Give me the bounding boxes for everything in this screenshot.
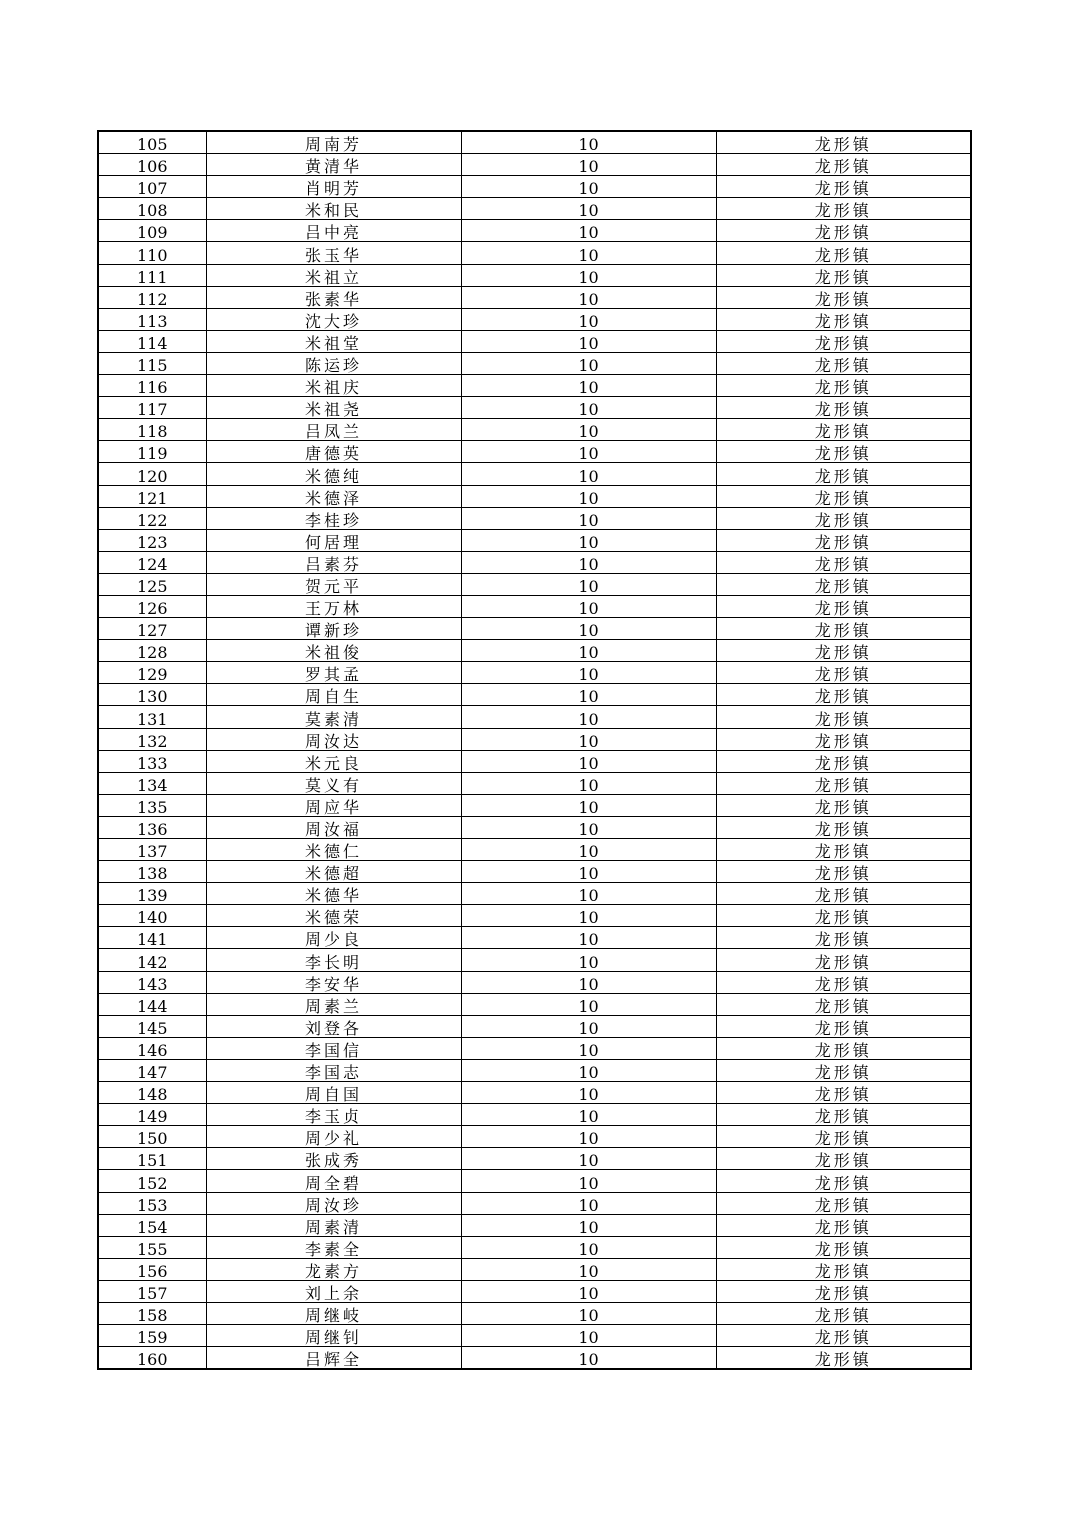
person-name-cell: 王万林 bbox=[206, 595, 461, 617]
town-cell: 龙形镇 bbox=[716, 883, 971, 905]
town-cell: 龙形镇 bbox=[716, 839, 971, 861]
amount-cell: 10 bbox=[461, 927, 716, 949]
person-name-cell: 吕辉全 bbox=[206, 1347, 461, 1370]
person-name-cell: 张素华 bbox=[206, 286, 461, 308]
table-row bbox=[98, 1170, 971, 1192]
amount-cell: 10 bbox=[461, 1214, 716, 1236]
town-cell: 龙形镇 bbox=[716, 529, 971, 551]
amount-cell: 10 bbox=[461, 1082, 716, 1104]
amount-cell: 10 bbox=[461, 441, 716, 463]
amount-cell: 10 bbox=[461, 993, 716, 1015]
town-cell: 龙形镇 bbox=[716, 794, 971, 816]
town-cell: 龙形镇 bbox=[716, 551, 971, 573]
row-number-cell: 105 bbox=[98, 131, 206, 154]
town-cell: 龙形镇 bbox=[716, 463, 971, 485]
table-row bbox=[98, 573, 971, 595]
person-name-cell: 周素兰 bbox=[206, 993, 461, 1015]
amount-cell: 10 bbox=[461, 1280, 716, 1302]
row-number-cell: 130 bbox=[98, 684, 206, 706]
person-name-cell: 吕中亮 bbox=[206, 220, 461, 242]
town-cell: 龙形镇 bbox=[716, 1015, 971, 1037]
town-cell: 龙形镇 bbox=[716, 728, 971, 750]
table-row bbox=[98, 905, 971, 927]
amount-cell: 10 bbox=[461, 1302, 716, 1324]
town-cell: 龙形镇 bbox=[716, 861, 971, 883]
row-number-cell: 124 bbox=[98, 551, 206, 573]
table-row bbox=[98, 728, 971, 750]
table-row bbox=[98, 154, 971, 176]
table-row bbox=[98, 1148, 971, 1170]
town-cell: 龙形镇 bbox=[716, 949, 971, 971]
person-name-cell: 何居理 bbox=[206, 529, 461, 551]
person-name-cell: 李素全 bbox=[206, 1236, 461, 1258]
amount-cell: 10 bbox=[461, 949, 716, 971]
town-cell: 龙形镇 bbox=[716, 750, 971, 772]
table-row bbox=[98, 706, 971, 728]
row-number-cell: 150 bbox=[98, 1126, 206, 1148]
town-cell: 龙形镇 bbox=[716, 375, 971, 397]
row-number-cell: 152 bbox=[98, 1170, 206, 1192]
amount-cell: 10 bbox=[461, 861, 716, 883]
amount-cell: 10 bbox=[461, 176, 716, 198]
town-cell: 龙形镇 bbox=[716, 441, 971, 463]
town-cell: 龙形镇 bbox=[716, 993, 971, 1015]
person-name-cell: 周应华 bbox=[206, 794, 461, 816]
row-number-cell: 159 bbox=[98, 1325, 206, 1347]
table-row bbox=[98, 949, 971, 971]
town-cell: 龙形镇 bbox=[716, 198, 971, 220]
row-number-cell: 139 bbox=[98, 883, 206, 905]
row-number-cell: 119 bbox=[98, 441, 206, 463]
table-row bbox=[98, 551, 971, 573]
amount-cell: 10 bbox=[461, 1126, 716, 1148]
amount-cell: 10 bbox=[461, 618, 716, 640]
town-cell: 龙形镇 bbox=[716, 1280, 971, 1302]
amount-cell: 10 bbox=[461, 529, 716, 551]
amount-cell: 10 bbox=[461, 375, 716, 397]
amount-cell: 10 bbox=[461, 750, 716, 772]
table-row bbox=[98, 1325, 971, 1347]
town-cell: 龙形镇 bbox=[716, 242, 971, 264]
amount-cell: 10 bbox=[461, 662, 716, 684]
row-number-cell: 125 bbox=[98, 573, 206, 595]
amount-cell: 10 bbox=[461, 839, 716, 861]
town-cell: 龙形镇 bbox=[716, 1082, 971, 1104]
town-cell: 龙形镇 bbox=[716, 816, 971, 838]
row-number-cell: 121 bbox=[98, 485, 206, 507]
town-cell: 龙形镇 bbox=[716, 1148, 971, 1170]
table-row bbox=[98, 1192, 971, 1214]
town-cell: 龙形镇 bbox=[716, 397, 971, 419]
person-name-cell: 米祖堂 bbox=[206, 330, 461, 352]
amount-cell: 10 bbox=[461, 794, 716, 816]
table-row bbox=[98, 441, 971, 463]
town-cell: 龙形镇 bbox=[716, 971, 971, 993]
table-row bbox=[98, 1104, 971, 1126]
row-number-cell: 146 bbox=[98, 1037, 206, 1059]
person-name-cell: 唐德英 bbox=[206, 441, 461, 463]
table-row bbox=[98, 131, 971, 154]
town-cell: 龙形镇 bbox=[716, 220, 971, 242]
town-cell: 龙形镇 bbox=[716, 618, 971, 640]
amount-cell: 10 bbox=[461, 330, 716, 352]
amount-cell: 10 bbox=[461, 1236, 716, 1258]
town-cell: 龙形镇 bbox=[716, 706, 971, 728]
person-name-cell: 米德华 bbox=[206, 883, 461, 905]
person-name-cell: 李国信 bbox=[206, 1037, 461, 1059]
town-cell: 龙形镇 bbox=[716, 662, 971, 684]
row-number-cell: 147 bbox=[98, 1059, 206, 1081]
amount-cell: 10 bbox=[461, 1148, 716, 1170]
town-cell: 龙形镇 bbox=[716, 1236, 971, 1258]
person-name-cell: 李国志 bbox=[206, 1059, 461, 1081]
person-name-cell: 米德纯 bbox=[206, 463, 461, 485]
row-number-cell: 114 bbox=[98, 330, 206, 352]
row-number-cell: 158 bbox=[98, 1302, 206, 1324]
amount-cell: 10 bbox=[461, 706, 716, 728]
person-name-cell: 米祖庆 bbox=[206, 375, 461, 397]
person-name-cell: 李玉贞 bbox=[206, 1104, 461, 1126]
amount-cell: 10 bbox=[461, 507, 716, 529]
row-number-cell: 115 bbox=[98, 352, 206, 374]
amount-cell: 10 bbox=[461, 308, 716, 330]
person-name-cell: 米和民 bbox=[206, 198, 461, 220]
person-name-cell: 周继岐 bbox=[206, 1302, 461, 1324]
row-number-cell: 106 bbox=[98, 154, 206, 176]
person-name-cell: 米德荣 bbox=[206, 905, 461, 927]
row-number-cell: 149 bbox=[98, 1104, 206, 1126]
town-cell: 龙形镇 bbox=[716, 772, 971, 794]
table-row bbox=[98, 794, 971, 816]
table-row bbox=[98, 242, 971, 264]
table-row bbox=[98, 971, 971, 993]
table-body bbox=[98, 131, 971, 1369]
table-row bbox=[98, 485, 971, 507]
row-number-cell: 131 bbox=[98, 706, 206, 728]
amount-cell: 10 bbox=[461, 352, 716, 374]
person-name-cell: 米元良 bbox=[206, 750, 461, 772]
row-number-cell: 116 bbox=[98, 375, 206, 397]
table-row bbox=[98, 507, 971, 529]
person-name-cell: 周汝珍 bbox=[206, 1192, 461, 1214]
person-name-cell: 周南芳 bbox=[206, 131, 461, 154]
amount-cell: 10 bbox=[461, 971, 716, 993]
amount-cell: 10 bbox=[461, 1059, 716, 1081]
row-number-cell: 140 bbox=[98, 905, 206, 927]
row-number-cell: 127 bbox=[98, 618, 206, 640]
row-number-cell: 122 bbox=[98, 507, 206, 529]
amount-cell: 10 bbox=[461, 154, 716, 176]
amount-cell: 10 bbox=[461, 131, 716, 154]
person-name-cell: 周汝福 bbox=[206, 816, 461, 838]
row-number-cell: 155 bbox=[98, 1236, 206, 1258]
person-name-cell: 李长明 bbox=[206, 949, 461, 971]
person-name-cell: 周汝达 bbox=[206, 728, 461, 750]
table-row bbox=[98, 618, 971, 640]
town-cell: 龙形镇 bbox=[716, 927, 971, 949]
row-number-cell: 111 bbox=[98, 264, 206, 286]
table-row bbox=[98, 1059, 971, 1081]
table-row bbox=[98, 529, 971, 551]
table-row bbox=[98, 750, 971, 772]
table-row bbox=[98, 220, 971, 242]
row-number-cell: 142 bbox=[98, 949, 206, 971]
person-name-cell: 刘登各 bbox=[206, 1015, 461, 1037]
table-row bbox=[98, 640, 971, 662]
amount-cell: 10 bbox=[461, 1325, 716, 1347]
town-cell: 龙形镇 bbox=[716, 507, 971, 529]
table-row bbox=[98, 308, 971, 330]
person-name-cell: 黄清华 bbox=[206, 154, 461, 176]
town-cell: 龙形镇 bbox=[716, 1192, 971, 1214]
town-cell: 龙形镇 bbox=[716, 154, 971, 176]
town-cell: 龙形镇 bbox=[716, 330, 971, 352]
row-number-cell: 132 bbox=[98, 728, 206, 750]
town-cell: 龙形镇 bbox=[716, 905, 971, 927]
town-cell: 龙形镇 bbox=[716, 1302, 971, 1324]
table-row bbox=[98, 352, 971, 374]
person-name-cell: 周自生 bbox=[206, 684, 461, 706]
table-row bbox=[98, 595, 971, 617]
row-number-cell: 138 bbox=[98, 861, 206, 883]
amount-cell: 10 bbox=[461, 905, 716, 927]
table-row bbox=[98, 1280, 971, 1302]
table-row bbox=[98, 1126, 971, 1148]
row-number-cell: 112 bbox=[98, 286, 206, 308]
amount-cell: 10 bbox=[461, 595, 716, 617]
person-name-cell: 李桂珍 bbox=[206, 507, 461, 529]
town-cell: 龙形镇 bbox=[716, 684, 971, 706]
town-cell: 龙形镇 bbox=[716, 264, 971, 286]
town-cell: 龙形镇 bbox=[716, 419, 971, 441]
town-cell: 龙形镇 bbox=[716, 1347, 971, 1370]
amount-cell: 10 bbox=[461, 198, 716, 220]
table-row bbox=[98, 993, 971, 1015]
person-name-cell: 米祖俊 bbox=[206, 640, 461, 662]
table-row bbox=[98, 1236, 971, 1258]
amount-cell: 10 bbox=[461, 883, 716, 905]
amount-cell: 10 bbox=[461, 242, 716, 264]
town-cell: 龙形镇 bbox=[716, 131, 971, 154]
town-cell: 龙形镇 bbox=[716, 1325, 971, 1347]
row-number-cell: 118 bbox=[98, 419, 206, 441]
town-cell: 龙形镇 bbox=[716, 1059, 971, 1081]
row-number-cell: 153 bbox=[98, 1192, 206, 1214]
table-row bbox=[98, 861, 971, 883]
amount-cell: 10 bbox=[461, 286, 716, 308]
row-number-cell: 108 bbox=[98, 198, 206, 220]
table-row bbox=[98, 419, 971, 441]
row-number-cell: 157 bbox=[98, 1280, 206, 1302]
amount-cell: 10 bbox=[461, 1192, 716, 1214]
table-row bbox=[98, 662, 971, 684]
amount-cell: 10 bbox=[461, 264, 716, 286]
amount-cell: 10 bbox=[461, 640, 716, 662]
person-name-cell: 张玉华 bbox=[206, 242, 461, 264]
row-number-cell: 136 bbox=[98, 816, 206, 838]
amount-cell: 10 bbox=[461, 772, 716, 794]
person-name-cell: 周继钊 bbox=[206, 1325, 461, 1347]
town-cell: 龙形镇 bbox=[716, 595, 971, 617]
person-name-cell: 米德泽 bbox=[206, 485, 461, 507]
amount-cell: 10 bbox=[461, 573, 716, 595]
person-name-cell: 陈运珍 bbox=[206, 352, 461, 374]
row-number-cell: 109 bbox=[98, 220, 206, 242]
town-cell: 龙形镇 bbox=[716, 485, 971, 507]
row-number-cell: 133 bbox=[98, 750, 206, 772]
table-row bbox=[98, 883, 971, 905]
town-cell: 龙形镇 bbox=[716, 1126, 971, 1148]
row-number-cell: 160 bbox=[98, 1347, 206, 1370]
person-name-cell: 周少礼 bbox=[206, 1126, 461, 1148]
amount-cell: 10 bbox=[461, 419, 716, 441]
table-row bbox=[98, 1082, 971, 1104]
person-name-cell: 刘上余 bbox=[206, 1280, 461, 1302]
person-name-cell: 米祖尧 bbox=[206, 397, 461, 419]
table-row bbox=[98, 397, 971, 419]
amount-cell: 10 bbox=[461, 1104, 716, 1126]
town-cell: 龙形镇 bbox=[716, 1214, 971, 1236]
town-cell: 龙形镇 bbox=[716, 352, 971, 374]
amount-cell: 10 bbox=[461, 816, 716, 838]
amount-cell: 10 bbox=[461, 551, 716, 573]
amount-cell: 10 bbox=[461, 1258, 716, 1280]
amount-cell: 10 bbox=[461, 728, 716, 750]
row-number-cell: 134 bbox=[98, 772, 206, 794]
row-number-cell: 107 bbox=[98, 176, 206, 198]
row-number-cell: 144 bbox=[98, 993, 206, 1015]
row-number-cell: 137 bbox=[98, 839, 206, 861]
person-name-cell: 米德超 bbox=[206, 861, 461, 883]
table-row bbox=[98, 463, 971, 485]
table-row bbox=[98, 1015, 971, 1037]
town-cell: 龙形镇 bbox=[716, 1258, 971, 1280]
amount-cell: 10 bbox=[461, 1347, 716, 1370]
table-row bbox=[98, 927, 971, 949]
person-name-cell: 罗其孟 bbox=[206, 662, 461, 684]
person-name-cell: 周少良 bbox=[206, 927, 461, 949]
table-row bbox=[98, 176, 971, 198]
amount-cell: 10 bbox=[461, 220, 716, 242]
row-number-cell: 156 bbox=[98, 1258, 206, 1280]
person-name-cell: 龙素方 bbox=[206, 1258, 461, 1280]
table-row bbox=[98, 286, 971, 308]
town-cell: 龙形镇 bbox=[716, 308, 971, 330]
row-number-cell: 110 bbox=[98, 242, 206, 264]
person-name-cell: 莫素清 bbox=[206, 706, 461, 728]
amount-cell: 10 bbox=[461, 1170, 716, 1192]
person-name-cell: 吕凤兰 bbox=[206, 419, 461, 441]
person-name-cell: 周自国 bbox=[206, 1082, 461, 1104]
table-row bbox=[98, 330, 971, 352]
table-row bbox=[98, 1347, 971, 1370]
row-number-cell: 128 bbox=[98, 640, 206, 662]
table-row bbox=[98, 1302, 971, 1324]
table-row bbox=[98, 264, 971, 286]
roster-table bbox=[97, 130, 972, 1370]
person-name-cell: 张成秀 bbox=[206, 1148, 461, 1170]
row-number-cell: 135 bbox=[98, 794, 206, 816]
person-name-cell: 沈大珍 bbox=[206, 308, 461, 330]
table-row bbox=[98, 1214, 971, 1236]
table-row bbox=[98, 375, 971, 397]
amount-cell: 10 bbox=[461, 1037, 716, 1059]
person-name-cell: 肖明芳 bbox=[206, 176, 461, 198]
town-cell: 龙形镇 bbox=[716, 1104, 971, 1126]
row-number-cell: 143 bbox=[98, 971, 206, 993]
row-number-cell: 117 bbox=[98, 397, 206, 419]
town-cell: 龙形镇 bbox=[716, 640, 971, 662]
person-name-cell: 米德仁 bbox=[206, 839, 461, 861]
row-number-cell: 151 bbox=[98, 1148, 206, 1170]
table-row bbox=[98, 816, 971, 838]
table-row bbox=[98, 198, 971, 220]
table-row bbox=[98, 839, 971, 861]
person-name-cell: 周素清 bbox=[206, 1214, 461, 1236]
person-name-cell: 李安华 bbox=[206, 971, 461, 993]
person-name-cell: 周全碧 bbox=[206, 1170, 461, 1192]
row-number-cell: 141 bbox=[98, 927, 206, 949]
row-number-cell: 126 bbox=[98, 595, 206, 617]
person-name-cell: 吕素芬 bbox=[206, 551, 461, 573]
row-number-cell: 129 bbox=[98, 662, 206, 684]
person-name-cell: 米祖立 bbox=[206, 264, 461, 286]
row-number-cell: 148 bbox=[98, 1082, 206, 1104]
amount-cell: 10 bbox=[461, 485, 716, 507]
town-cell: 龙形镇 bbox=[716, 286, 971, 308]
amount-cell: 10 bbox=[461, 1015, 716, 1037]
town-cell: 龙形镇 bbox=[716, 1037, 971, 1059]
table-row bbox=[98, 1037, 971, 1059]
amount-cell: 10 bbox=[461, 397, 716, 419]
table-row bbox=[98, 684, 971, 706]
town-cell: 龙形镇 bbox=[716, 176, 971, 198]
amount-cell: 10 bbox=[461, 684, 716, 706]
row-number-cell: 154 bbox=[98, 1214, 206, 1236]
table-row bbox=[98, 772, 971, 794]
amount-cell: 10 bbox=[461, 463, 716, 485]
row-number-cell: 145 bbox=[98, 1015, 206, 1037]
person-name-cell: 贺元平 bbox=[206, 573, 461, 595]
row-number-cell: 120 bbox=[98, 463, 206, 485]
town-cell: 龙形镇 bbox=[716, 573, 971, 595]
town-cell: 龙形镇 bbox=[716, 1170, 971, 1192]
person-name-cell: 谭新珍 bbox=[206, 618, 461, 640]
row-number-cell: 113 bbox=[98, 308, 206, 330]
row-number-cell: 123 bbox=[98, 529, 206, 551]
table-row bbox=[98, 1258, 971, 1280]
person-name-cell: 莫义有 bbox=[206, 772, 461, 794]
